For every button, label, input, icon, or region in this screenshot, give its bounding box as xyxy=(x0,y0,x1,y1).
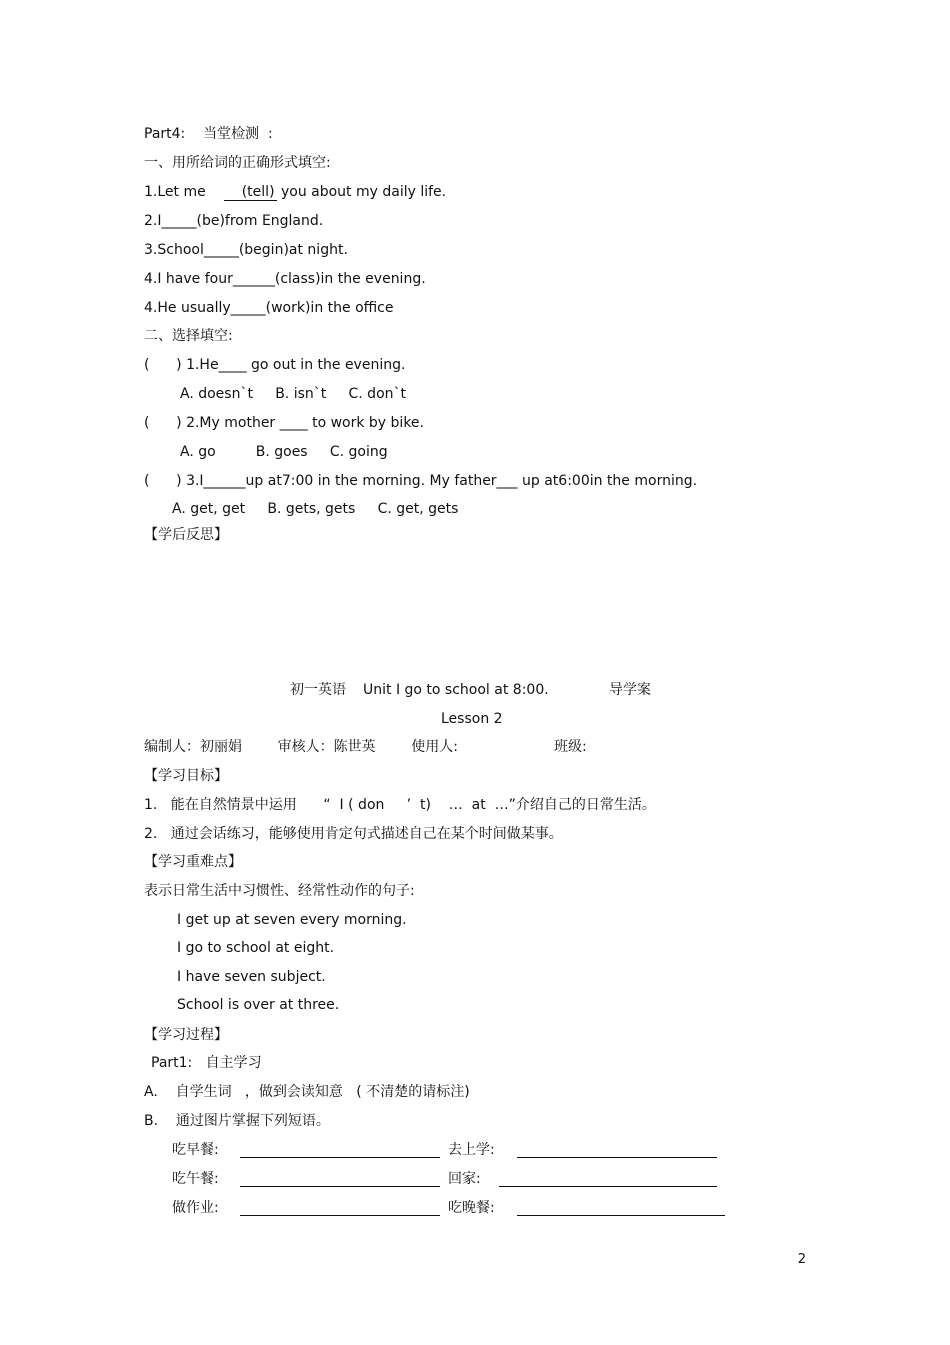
example-sentence: School is over at three. xyxy=(177,997,340,1013)
choice-question-3: ( ) 3.I______up at7:00 in the morning. My father___ up at6:00in the morning. xyxy=(144,473,698,489)
example-sentence: I have seven subject. xyxy=(177,969,326,985)
question-1-word: (tell) xyxy=(224,184,277,201)
lesson-title-en: Unit I go to school at 8:00. xyxy=(363,682,549,698)
class-label: 班级: xyxy=(554,739,587,755)
item-b: B. 通过图片掌握下列短语。 xyxy=(144,1113,330,1129)
goal-2: 2. 通过会话练习，能够使用肯定句式描述自己在某个时间做某事。 xyxy=(144,826,563,842)
phrase-label: 去上学: xyxy=(448,1142,495,1158)
staff-line: 编制人：初丽娟 审核人：陈世英 使用人: xyxy=(144,739,458,755)
key-points-heading: 【学习重难点】 xyxy=(144,854,242,870)
choice-options-1: A. doesn`t B. isn`t C. don`t xyxy=(180,386,406,402)
choice-options-2: A. go B. goes C. going xyxy=(180,444,388,460)
question-1 xyxy=(144,183,446,201)
example-sentence: I go to school at eight. xyxy=(177,940,335,956)
answer-line[interactable] xyxy=(517,1157,717,1158)
answer-line[interactable] xyxy=(240,1186,440,1187)
question-5: 4.He usually_____(work)in the office xyxy=(144,300,394,316)
section2-title: 二、选择填空: xyxy=(144,328,233,344)
question-3: 3.School_____(begin)at night. xyxy=(144,242,348,258)
choice-question-1: ( ) 1.He____ go out in the evening. xyxy=(144,357,406,373)
phrase-label: 吃早餐: xyxy=(172,1142,219,1158)
answer-line[interactable] xyxy=(499,1186,717,1187)
phrase-label: 吃晚餐: xyxy=(448,1200,495,1216)
part1-heading: Part1: 自主学习 xyxy=(151,1055,262,1071)
goal-1: 1. 能在自然情景中运用 “ I ( don ’ t) … at …”介绍自己的日常生活。 xyxy=(144,797,656,813)
page-number: 2 xyxy=(797,1252,806,1267)
question-4: 4.I have four______(class)in the evening. xyxy=(144,271,426,287)
reflection-heading: 【学后反思】 xyxy=(144,527,228,543)
lesson-title-cn: 初一英语 xyxy=(290,682,346,698)
question-1-suffix: you about my daily life. xyxy=(276,184,447,200)
question-1-prefix: 1.Let me xyxy=(144,184,206,200)
phrase-label: 做作业: xyxy=(172,1200,219,1216)
phrase-label: 回家: xyxy=(448,1171,481,1187)
answer-line[interactable] xyxy=(240,1215,440,1216)
goals-heading: 【学习目标】 xyxy=(144,768,228,784)
lesson-title-tag: 导学案 xyxy=(609,682,651,698)
phrase-label: 吃午餐: xyxy=(172,1171,219,1187)
part4-heading: Part4: 当堂检测 : xyxy=(144,126,273,142)
question-2: 2.I_____(be)from England. xyxy=(144,213,324,229)
section1-title: 一、用所给词的正确形式填空: xyxy=(144,155,331,171)
choice-options-3: A. get, get B. gets, gets C. get, gets xyxy=(172,501,459,517)
item-a: A. 自学生词 ，做到会读知意 ( 不清楚的请标注) xyxy=(144,1084,470,1100)
lesson-subtitle: Lesson 2 xyxy=(441,711,503,727)
answer-line[interactable] xyxy=(517,1215,725,1216)
example-sentence: I get up at seven every morning. xyxy=(177,912,407,928)
process-heading: 【学习过程】 xyxy=(144,1027,228,1043)
key-points-intro: 表示日常生活中习惯性、经常性动作的句子: xyxy=(144,883,415,899)
choice-question-2: ( ) 2.My mother ____ to work by bike. xyxy=(144,415,424,431)
answer-line[interactable] xyxy=(240,1157,440,1158)
